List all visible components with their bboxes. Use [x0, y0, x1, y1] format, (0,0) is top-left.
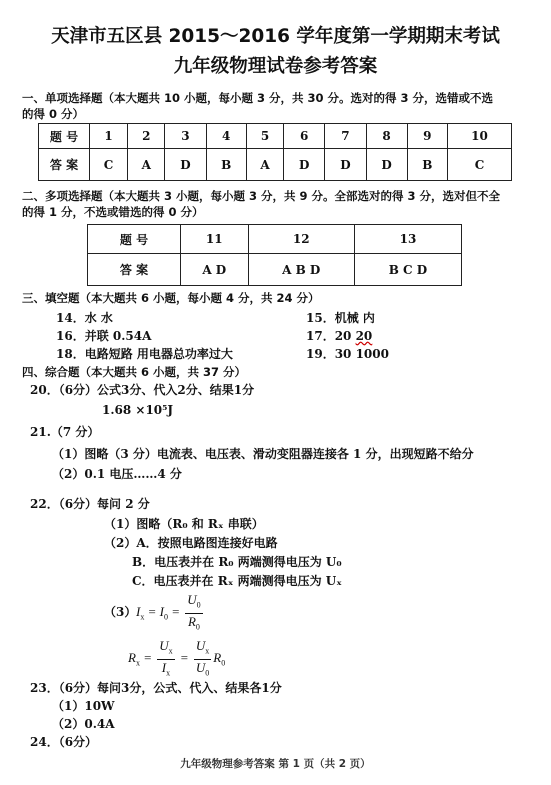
q-number: 9 — [407, 124, 447, 149]
answer-cell: C — [447, 149, 511, 181]
section3-heading: 三、填空题（本大题共 6 小题，每小题 4 分，共 24 分） — [22, 291, 320, 305]
section2-heading-b: 的得 1 分，不选或错选的得 0 分） — [22, 205, 204, 219]
answer-cell: B C D — [354, 254, 461, 286]
answer-label: 答 案 — [88, 254, 181, 286]
answer-q16: 16．并联 0.54A — [56, 329, 152, 343]
q20-answer: 1.68 ×10⁵J — [102, 403, 174, 417]
fraction-ux-ix: $\frac{U_x}{I_x}$ — [159, 638, 173, 678]
q-number: 4 — [206, 124, 246, 149]
section4-heading: 四、综合题（本大题共 6 小题，共 37 分） — [22, 365, 247, 379]
answer-cell: D — [366, 149, 407, 181]
q-number: 2 — [128, 124, 165, 149]
section2-heading-a: 二、多项选择题（本大题共 3 小题，每小题 3 分，共 9 分。全部选对的得 3 分，选对但不全 — [22, 189, 501, 203]
q22-part2c: C．电压表并在 Rₓ 两端测得电压为 Uₓ — [132, 574, 342, 588]
q-number-label: 题 号 — [39, 124, 90, 149]
q-number: 1 — [90, 124, 128, 149]
multi-choice-table — [87, 224, 462, 286]
answer-label: 答 案 — [39, 149, 90, 181]
page-footer: 九年级物理参考答案 第 1 页（共 2 页） — [180, 758, 371, 770]
answer-cell: A B D — [248, 254, 354, 286]
fraction-ux-u0: $\frac{U_x}{U_0}$ — [195, 638, 210, 678]
q20-scoring: 20．（6分）公式3分、代入2分、结果1分 — [30, 383, 255, 397]
answer-q18: 18．电路短路 用电器总功率过大 — [56, 347, 233, 361]
answer-cell: A D — [181, 254, 249, 286]
answer-cell: A — [246, 149, 283, 181]
q-number: 7 — [325, 124, 366, 149]
answer-cell: C — [90, 149, 128, 181]
answer-cell: D — [165, 149, 206, 181]
answer-cell: A — [128, 149, 165, 181]
q24-heading: 24．（6分） — [30, 735, 98, 749]
q22-part2b: B．电压表并在 R₀ 两端测得电压为 U₀ — [132, 555, 342, 569]
exam-subtitle: 九年级物理试卷参考答案 — [173, 56, 378, 77]
q-number-label: 题 号 — [88, 225, 181, 254]
formula-ix-equals-i0: $I_x = I_0$ = $\frac{U_0}{R_0}$ — [136, 592, 205, 634]
q23-part1: （1）10W — [52, 699, 115, 713]
q-number: 3 — [165, 124, 206, 149]
single-choice-table — [38, 123, 512, 181]
exam-title: 天津市五区县 2015～2016 学年度第一学期期末考试 — [51, 26, 500, 47]
q21-part2: （2）0.1 电压……4 分 — [52, 467, 182, 481]
answer-q17-value-b: 20 — [355, 329, 373, 343]
answer-cell: D — [325, 149, 366, 181]
q21-heading: 21.（7 分） — [30, 425, 100, 439]
answer-q17 — [306, 328, 372, 344]
q21-part1: （1）图略（3 分）电流表、电压表、滑动变阻器连接各 1 分，出现短路不给分 — [52, 447, 474, 461]
q23-heading: 23．（6分）每问3分，公式、代入、结果各1分 — [30, 681, 282, 695]
q-number: 11 — [181, 225, 249, 254]
section1-heading-a: 一、单项选择题（本大题共 10 小题，每小题 3 分，共 30 分。选对的得 3 分，选错或不选 — [22, 91, 494, 105]
answer-cell: B — [407, 149, 447, 181]
section1-heading-b: 的得 0 分） — [22, 107, 85, 121]
answer-q15: 15．机械 内 — [306, 311, 375, 325]
q-number: 6 — [284, 124, 325, 149]
answer-q19: 19．30 1000 — [306, 347, 389, 361]
q-number: 10 — [447, 124, 511, 149]
formula-rx: $R_x$ = $\frac{U_x}{I_x}$ = $\frac{U_x}{U_0}$ $R_0$ — [128, 638, 225, 680]
q-number: 12 — [248, 225, 354, 254]
q23-part2: （2）0.4A — [52, 717, 115, 731]
fraction-u0-r0: $\frac{U_0}{R_0}$ — [187, 592, 201, 632]
q-number: 13 — [354, 225, 461, 254]
q22-part1: （1）图略（R₀ 和 Rₓ 串联） — [104, 517, 264, 531]
q22-part3-label: （3） — [104, 605, 137, 619]
answer-cell: D — [284, 149, 325, 181]
q-number: 5 — [246, 124, 283, 149]
answer-q17-value-a: 17．20 — [306, 329, 356, 343]
q22-heading: 22．（6分）每问 2 分 — [30, 497, 150, 511]
answer-q14: 14．水 水 — [56, 311, 113, 325]
q22-part2a: （2）A．按照电路图连接好电路 — [104, 536, 278, 550]
answer-cell: B — [206, 149, 246, 181]
q-number: 8 — [366, 124, 407, 149]
